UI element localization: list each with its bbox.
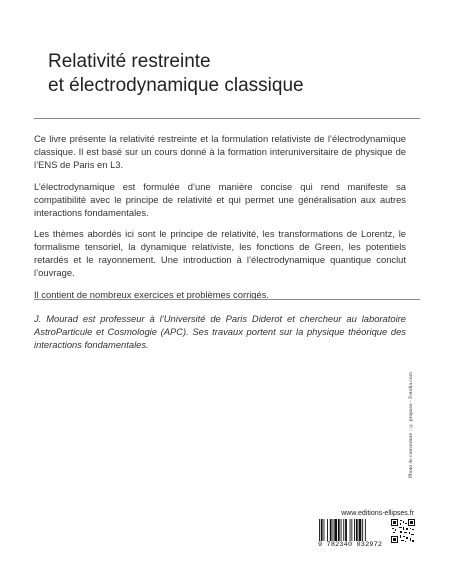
book-title-line-2: et électrodynamique classique: [48, 75, 304, 96]
book-title: [48, 50, 388, 98]
top-divider: [34, 118, 420, 119]
description-paragraph-1: Ce livre présente la relativité restreinte et la formulation relativiste de l’électrodynamique classique. Il est basé sur un cours donné à la formation interuniversitaire de physique de l’ENS de Paris en L3.: [34, 133, 406, 170]
author-bio: J. Mourad est professeur à l’Université de Paris Diderot et chercheur au laboratoire AstroParticule et Cosmologie (APC). Ses travaux portent sur la physique théorique des interactions fondamentales.: [34, 313, 406, 350]
publisher-website[interactable]: www.editions-ellipses.fr: [341, 510, 414, 517]
barcode-icon: [318, 519, 388, 541]
photo-credit: Photo de couverture : © propaso - Fotolia.com: [408, 371, 414, 478]
description-paragraph-4: Il contient de nombreux exercices et problèmes corrigés.: [34, 288, 270, 300]
bio-divider: [34, 299, 420, 300]
book-title-line-1: Relativité restreinte: [48, 51, 211, 72]
isbn-digits: 9 782340 032972: [318, 541, 383, 549]
description-paragraph-2: L’électrodynamique est formulée d’une manière concise qui rend manifeste sa compatibilité avec le principe de relativité et qui permet une généralisation aux autres interactions fondamentales.: [34, 180, 406, 218]
description: [34, 132, 406, 309]
description-paragraph-3: Les thèmes abordés ici sont le principe de relativité, les transformations de Lorentz, le formalisme tensoriel, la dynamique relativiste, les fonctions de Green, les potentiels retardés et le rayonnement. Une introduction à l’électrodynamique quantique conclut l’ouvrage.: [34, 228, 406, 278]
qr-code-icon: [391, 519, 415, 543]
